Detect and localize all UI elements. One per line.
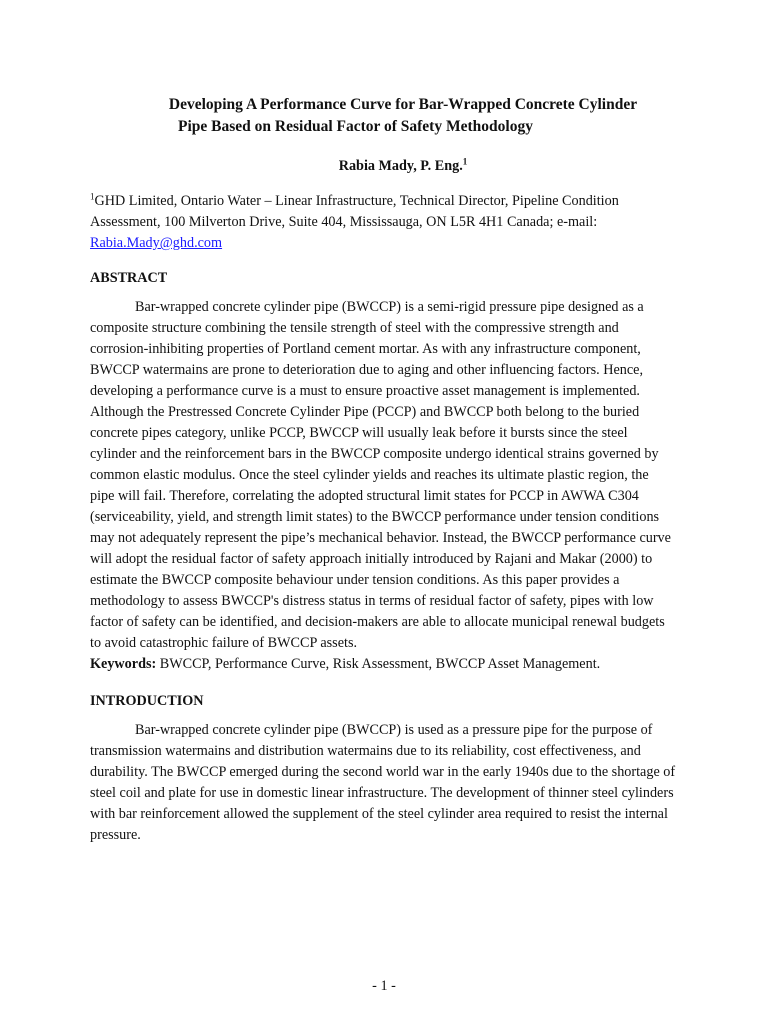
author-affiliation-mark: 1 bbox=[462, 156, 468, 167]
author-name: Rabia Mady, P. Eng. bbox=[338, 158, 463, 174]
abstract-body: Bar-wrapped concrete cylinder pipe (BWCCP) is a semi-rigid pressure pipe designed as a composite structure combining the tensile strength of steel with the compressive strength and corrosion-inhibiting properties of Portland cement mortar. As with any infrastructure component, BWCCP watermains are prone to deterioration due to aging and other influencing factors. Hence, developing a performance curve is a must to ensure proactive asset management is implemented. Although the Prestressed Concrete Cylinder Pipe (PCCP) and BWCCP both belong to the buried concrete pipes category, unlike PCCP, BWCCP will usually leak before it bursts since the steel cylinder and the reinforcement bars in the BWCCP composite undergo identical strains governed by common elastic modulus. Once the steel cylinder yields and reaches its ultimate plastic region, the pipe will fail. Therefore, correlating the adopted structural limit states for PCCP in AWWA C304 (serviceability, yield, and strength limit states) to the BWCCP performance under tension conditions may not adequately represent the pipe’s mechanical behavior. Instead, the BWCCP performance curve will adopt the residual factor of safety approach initially introduced by Rajani and Makar (2000) to estimate the BWCCP composite behaviour under tension conditions. As this paper provides a methodology to assess BWCCP's distress status in terms of residual factor of safety, pipes with low factor of safety can be identified, and decision-makers are able to allocate municipal renewal budgets to avoid catastrophic failure of BWCCP assets. bbox=[90, 299, 671, 651]
introduction-body: Bar-wrapped concrete cylinder pipe (BWCCP) is used as a pressure pipe for the purpose of transmission watermains and distribution watermains due to its reliability, cost effectiveness, and durability. The BWCCP emerged during the second world war in the early 1940s due to the shortage of steel coil and plate for use in domestic linear infrastructure. The development of thinner steel cylinders with bar reinforcement allowed the supplement of the steel cylinder area required to resist the internal pressure. bbox=[90, 722, 676, 843]
author-line bbox=[90, 156, 676, 177]
affiliation-mark: 1 bbox=[90, 191, 95, 202]
paper-title-line-2: Pipe Based on Residual Factor of Safety Methodology bbox=[178, 118, 533, 135]
affiliation-text: GHD Limited, Ontario Water – Linear Infrastructure, Technical Director, Pipeline Condition Assessment, 100 Milverton Drive, Suite 404, Mississauga, ON L5R 4H1 Canada; e-mail: bbox=[90, 193, 619, 230]
keywords-text: BWCCP, Performance Curve, Risk Assessment, BWCCP Asset Management. bbox=[156, 656, 601, 672]
introduction-heading: INTRODUCTION bbox=[90, 693, 204, 709]
abstract-heading: ABSTRACT bbox=[90, 270, 168, 286]
email-link[interactable]: Rabia.Mady@ghd.com bbox=[90, 235, 223, 251]
page-number: - 1 - bbox=[372, 978, 396, 994]
paper-title bbox=[90, 94, 676, 138]
paper-title-line-1: Developing A Performance Curve for Bar-Wrapped Concrete Cylinder bbox=[168, 96, 638, 113]
affiliation bbox=[90, 191, 676, 254]
keywords-label: Keywords: bbox=[90, 656, 157, 672]
paper-page bbox=[90, 94, 676, 846]
keywords-line bbox=[90, 654, 676, 675]
